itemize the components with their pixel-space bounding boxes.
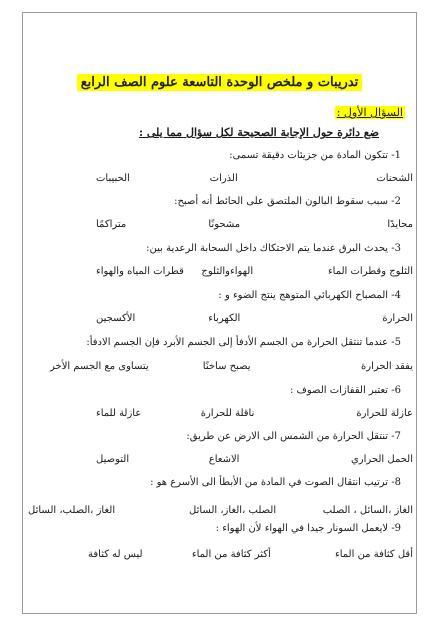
answer-option[interactable]: مشحونًا	[208, 219, 241, 230]
question-text: 1- تتكون المادة من جزيئات دقيقة تسمى:	[229, 150, 401, 161]
answer-option[interactable]: الحرارة	[382, 313, 413, 324]
answer-option[interactable]: أقل كثافة من الماء	[335, 549, 413, 560]
answer-option[interactable]: أكثر كثافة من الماء	[191, 549, 271, 560]
answer-option[interactable]: الغاز ،السائل ، الصلب	[322, 505, 413, 516]
answer-option[interactable]: عازلة للماء	[96, 408, 142, 419]
answer-option[interactable]: يصبح ساخنًا	[202, 361, 251, 372]
answer-option[interactable]: قطرات المياه والهواء	[96, 266, 184, 277]
question-text: 7- تنتقل الحرارة من الشمس الى الارض عن طريق:	[186, 431, 401, 442]
question-text: 9- لايعمل السونار جيدا في الهواء لأن الهواء :	[215, 523, 401, 534]
section-heading	[335, 101, 405, 120]
question-text: 2- سبب سقوط البالون الملتصق على الحائط أنه أصبح:	[174, 196, 401, 207]
question-text: 5- عندما تنتقل الحرارة من الجسم الأدفأ إلى الجسم الأبرد فإن الجسم الادفأ:	[86, 337, 401, 348]
answer-option[interactable]: الثلوج وقطرات الماء	[327, 266, 413, 277]
answer-option[interactable]: عازلة للحرارة	[356, 408, 413, 419]
answer-option[interactable]: محايدًا	[387, 219, 413, 230]
answer-option[interactable]: الهواءوالثلوج	[201, 266, 254, 277]
worksheet-title-text: تدريبات و ملخص الوحدة التاسعة علوم الصف الرابع	[77, 74, 363, 91]
answer-option[interactable]: الكهرباء	[208, 313, 241, 324]
answer-option[interactable]: الاشعاع	[208, 454, 240, 465]
answer-option[interactable]: الحمل الحراري	[350, 454, 413, 465]
answer-option[interactable]: الصلب ،الغاز، السائل	[189, 505, 277, 516]
instruction: ضع دائرة حول الإجابة الصحيحة لكل سؤال مما يلى :	[138, 126, 379, 139]
answer-option[interactable]: الحبيبات	[96, 173, 130, 184]
answer-option[interactable]: الأكسجين	[96, 313, 136, 324]
answer-option[interactable]: الغاز ،الصلب، السائل	[28, 505, 116, 516]
question-text: 8- ترتيب انتقال الصوت في المادة من الأبطأ الى الأسرع هو :	[150, 477, 401, 488]
question-text: 3- يحدث البرق عندما يتم الاحتكاك داخل السحابة الرعدية بين:	[146, 243, 401, 254]
worksheet-title	[0, 71, 439, 90]
answer-option[interactable]: الذرات	[209, 173, 238, 184]
question-text: 4- المصباح الكهربائي المتوهج ينتج الضوء و :	[218, 290, 401, 301]
answer-option[interactable]: يتساوى مع الجسم الأخر	[50, 361, 149, 372]
answer-option[interactable]: التوصيل	[96, 454, 130, 465]
answer-option[interactable]: ناقلة للحرارة	[200, 408, 255, 419]
section-heading-text: السؤال الأول :	[336, 106, 403, 119]
answer-option[interactable]: ليس له كثافة	[88, 549, 143, 560]
answer-option[interactable]: الشحنات	[376, 173, 413, 184]
answer-option[interactable]: متراكمًا	[96, 219, 127, 230]
question-text: 6- تعتبر القفازات الصوف :	[289, 385, 401, 396]
answer-option[interactable]: يفقد الحرارة	[361, 361, 413, 372]
